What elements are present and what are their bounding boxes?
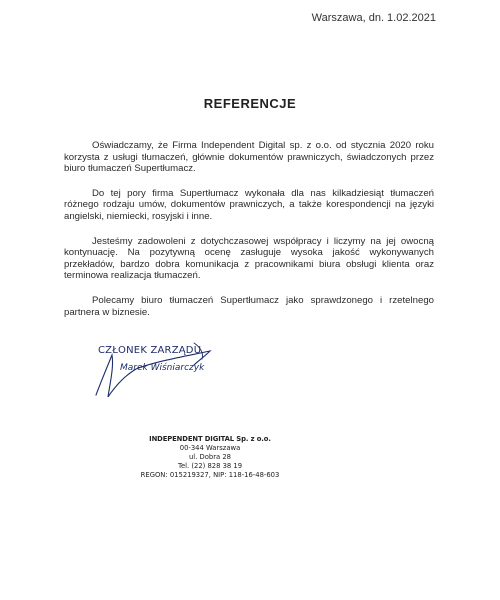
signature-block: [90, 345, 250, 405]
paragraph-1: Oświadczamy, że Firma Independent Digital sp. z o.o. od stycznia 2020 roku korzysta z usługi tłumaczeń, głównie dokumentów prawniczych, świadczonych przez biuro tłumaczeń Supertłumacz.: [64, 140, 434, 175]
company-stamp: [110, 435, 310, 480]
paragraph-4: Polecamy biuro tłumaczeń Supertłumacz jako sprawdzonego i rzetelnego partnera w biznesie.: [64, 294, 434, 318]
letter-body: [64, 140, 434, 331]
stamp-street: ul. Dobra 28: [189, 453, 231, 461]
paragraph-3: Jesteśmy zadowoleni z dotychczasowej współpracy i liczymy na jej owocną kontynuację. Na pozytywną ocenę zasługuje wysoka jakość wykonywanych przekładów, bardzo dobra komunikacja z pracownikami biura obsługi klienta oraz terminowa realizacja tłumaczeń.: [64, 235, 434, 282]
signatory-role: CZŁONEK ZARZĄDU: [98, 345, 202, 356]
stamp-company: INDEPENDENT DIGITAL Sp. z o.o.: [149, 435, 271, 443]
signatory-name: Marek Wiśniarczyk: [120, 363, 205, 373]
stamp-registry: REGON: 015219327, NIP: 118-16-48-603: [140, 471, 280, 479]
stamp-phone: Tel. (22) 828 38 19: [177, 462, 243, 470]
letter-title: REFERENCJE: [203, 96, 297, 111]
stamp-postal: 00-344 Warszawa: [179, 444, 241, 452]
paragraph-2: Do tej pory firma Supertłumacz wykonała dla nas kilkadziesiąt tłumaczeń różnego rodzaju umów, dokumentów prawniczych, a także korespondencji na języki angielski, niemiecki, rosyjski i inne.: [64, 187, 434, 222]
letter-date: Warszawa, dn. 1.02.2021: [311, 12, 436, 24]
